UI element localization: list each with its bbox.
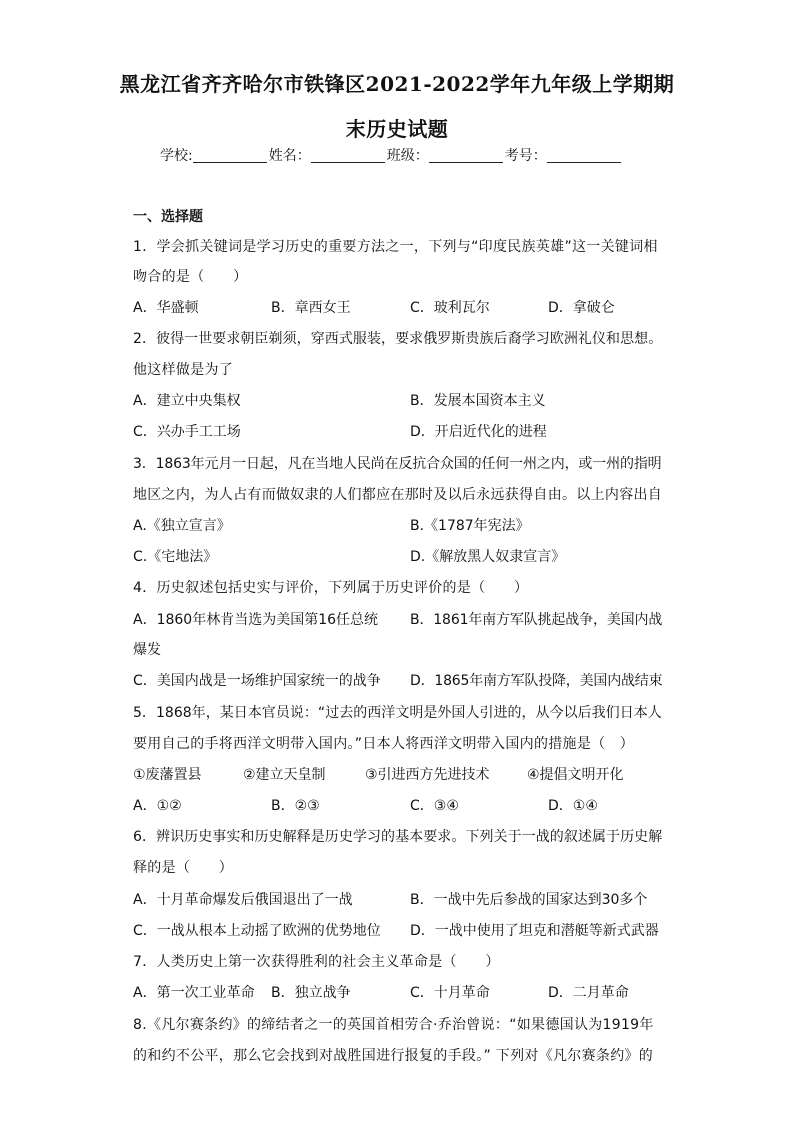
q4-option-a[interactable]: A．1860年林肯当选为美国第16任总统 bbox=[133, 612, 379, 628]
section-title: 一、选择题 bbox=[133, 209, 203, 225]
q7-option-a[interactable]: A．第一次工业革命 bbox=[133, 985, 255, 1001]
q2-option-b[interactable]: B．发展本国资本主义 bbox=[410, 393, 546, 409]
q8-stem-line1: 8.《凡尔赛条约》的缔结者之一的英国首相劳合·乔治曾说：“如果德国认为1919年 bbox=[133, 1017, 654, 1033]
q3-stem-line1: 3．1863年元月一日起，凡在当地人民尚在反抗合众国的任何一州之内，或一州的指明 bbox=[133, 456, 662, 472]
q4-stem-line1: 4．历史叙述包括史实与评价，下列属于历史评价的是（ ） bbox=[133, 580, 529, 596]
number-blank[interactable] bbox=[547, 148, 621, 163]
exam-title-line2: 末历史试题 bbox=[345, 117, 449, 141]
q4-option-b[interactable]: B．1861年南方军队挑起战争，美国内战 bbox=[410, 612, 663, 628]
q6-option-a[interactable]: A．十月革命爆发后俄国退出了一战 bbox=[133, 892, 353, 908]
q7-option-d[interactable]: D．二月革命 bbox=[548, 985, 629, 1001]
q5-stem-line1: 5．1868年，某日本官员说：“过去的西洋文明是外国人引进的，从今以后我们日本人 bbox=[133, 705, 662, 721]
q2-option-a[interactable]: A．建立中央集权 bbox=[133, 393, 241, 409]
q7-option-b[interactable]: B．独立战争 bbox=[271, 985, 351, 1001]
class-blank[interactable] bbox=[429, 148, 503, 163]
q1-option-c[interactable]: C．玻利瓦尔 bbox=[410, 300, 490, 316]
q2-option-c[interactable]: C．兴办手工工场 bbox=[133, 424, 241, 440]
number-label: 考号： bbox=[504, 148, 547, 164]
q5-item-4: ④提倡文明开化 bbox=[527, 767, 624, 783]
q2-stem-line1: 2．彼得一世要求朝臣剃须，穿西式服装，要求俄罗斯贵族后裔学习欧洲礼仪和思想。 bbox=[133, 331, 663, 347]
q5-item-1: ①废藩置县 bbox=[133, 767, 202, 783]
q1-option-b[interactable]: B．章西女王 bbox=[271, 300, 351, 316]
q1-option-a[interactable]: A．华盛顿 bbox=[133, 300, 199, 316]
q1-stem-line1: 1．学会抓关键词是学习历史的重要方法之一，下列与“印度民族英雄”这一关键词相 bbox=[133, 239, 658, 255]
q5-item-2: ②建立天皇制 bbox=[243, 767, 326, 783]
name-blank[interactable] bbox=[311, 148, 385, 163]
q6-option-b[interactable]: B．一战中先后参战的国家达到30多个 bbox=[410, 892, 648, 908]
q4-option-d[interactable]: D．1865年南方军队投降，美国内战结束 bbox=[410, 673, 663, 689]
school-blank[interactable] bbox=[193, 148, 267, 163]
q3-stem-line2: 地区之内，为人占有而做奴隶的人们都应在那时及以后永远获得自由。以上内容出自 bbox=[133, 487, 663, 503]
school-label: 学校: bbox=[160, 148, 193, 164]
q5-option-b[interactable]: B．②③ bbox=[271, 798, 320, 814]
q7-option-c[interactable]: C．十月革命 bbox=[410, 985, 490, 1001]
class-label: 班级： bbox=[386, 148, 429, 164]
q2-stem-line2: 他这样做是为了 bbox=[133, 362, 234, 378]
q4-option-b-cont: 爆发 bbox=[133, 642, 161, 658]
q6-stem-line1: 6．辨识历史事实和历史解释是历史学习的基本要求。下列关于一战的叙述属于历史解 bbox=[133, 829, 663, 845]
q5-stem-line2: 要用自己的手将西洋文明带入国内。”日本人将西洋文明带入国内的措施是（ ） bbox=[133, 736, 635, 752]
q3-option-a[interactable]: A.《独立宣言》 bbox=[133, 518, 231, 534]
exam-title-line1: 黑龙江省齐齐哈尔市铁锋区2021-2022学年九年级上学期期 bbox=[119, 72, 675, 96]
q7-stem-line1: 7．人类历史上第一次获得胜利的社会主义革命是（ ） bbox=[133, 954, 500, 970]
q2-option-d[interactable]: D．开启近代化的进程 bbox=[410, 424, 547, 440]
q6-option-d[interactable]: D．一战中使用了坦克和潜艇等新式武器 bbox=[410, 923, 659, 939]
q6-stem-line2: 释的是（ ） bbox=[133, 860, 234, 876]
q4-option-c[interactable]: C．美国内战是一场维护国家统一的战争 bbox=[133, 673, 381, 689]
q3-option-b[interactable]: B.《1787年宪法》 bbox=[410, 518, 530, 534]
q5-option-c[interactable]: C．③④ bbox=[410, 798, 459, 814]
q3-option-c[interactable]: C.《宅地法》 bbox=[133, 549, 218, 565]
q8-stem-line2: 的和约不公平，那么它会找到对战胜国进行报复的手段。” 下列对《凡尔赛条约》的 bbox=[133, 1048, 654, 1064]
q1-option-d[interactable]: D．拿破仑 bbox=[548, 300, 615, 316]
q5-option-d[interactable]: D．①④ bbox=[548, 798, 598, 814]
q3-option-d[interactable]: D.《解放黑人奴隶宣言》 bbox=[410, 549, 566, 565]
q5-option-a[interactable]: A．①② bbox=[133, 798, 182, 814]
q6-option-c[interactable]: C．一战从根本上动摇了欧洲的优势地位 bbox=[133, 923, 381, 939]
name-label: 姓名： bbox=[268, 148, 311, 164]
q1-stem-line2: 吻合的是（ ） bbox=[133, 269, 248, 285]
student-info-line bbox=[160, 145, 623, 165]
q5-item-3: ③引进西方先进技术 bbox=[365, 767, 490, 783]
